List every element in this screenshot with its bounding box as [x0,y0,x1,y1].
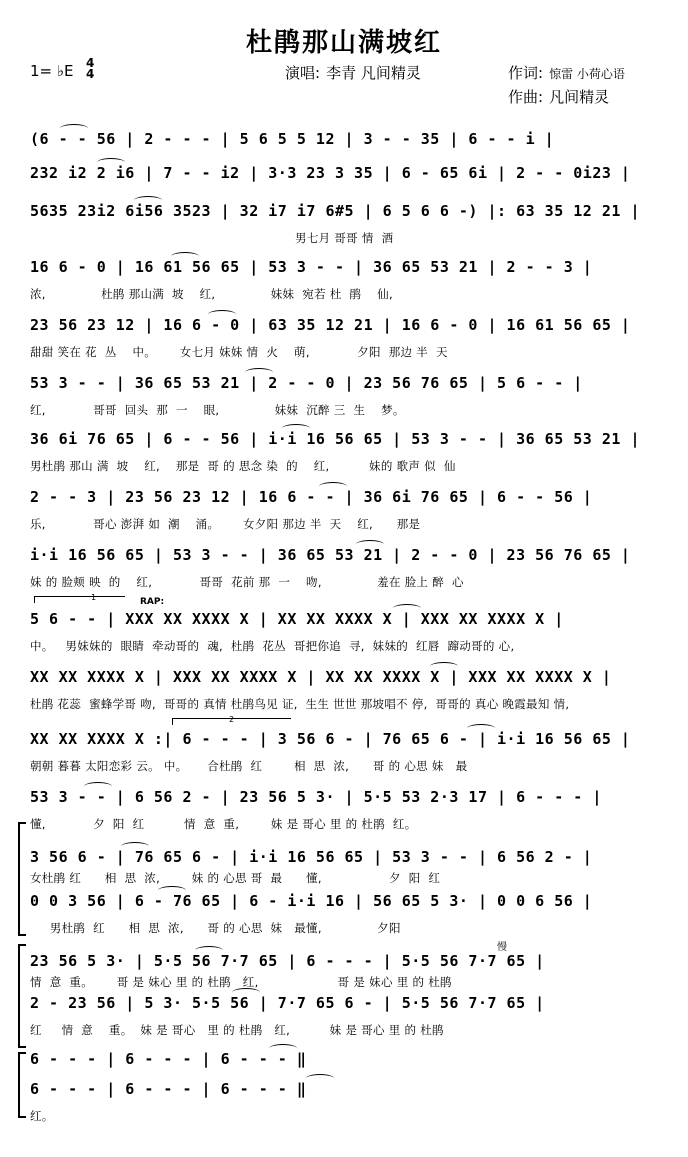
rap-marking: RAP: [140,597,165,607]
score-notes: 0 0 3 56 | 6 - 76 65 | 6 - i·i 16 | 56 65 5 3· | 0 0 6 56 | [30,892,593,910]
tie-arc [121,842,149,851]
tie-arc [245,368,273,377]
song-title: 杜鹃那山满坡红 [245,28,442,58]
lyricist-credit [508,62,625,83]
score-lyrics: 红 情 意 重。 妹 是 哥心 里 的 杜鹃 红, 妹 是 哥心 里 的 杜鹃 [30,1023,444,1037]
singer-label: 演唱: [285,64,321,82]
tie-arc [171,252,199,261]
volta-1-label: 1 [91,593,97,602]
volta-1 [34,593,125,603]
duet-brace [18,1052,26,1118]
score-notes: 5 6 - - | XXX XX XXXX X | XX XX XXXX X | XXX XX XXXX X | [30,610,564,628]
tie-arc [269,1044,297,1053]
tie-arc [60,124,88,133]
duet-brace [18,822,26,936]
score-lyrics: 浓, 杜鹃 那山满 坡 红, 妹妹 宛若 杜 鹃 仙, [30,287,393,301]
score-notes: 36 6i 76 65 | 6 - - 56 | i·i 16 56 65 | 53 3 - - | 36 65 53 21 | [30,430,640,448]
tie-arc [232,988,260,997]
score-notes: i·i 16 56 65 | 53 3 - - | 36 65 53 21 | 2 - - 0 | 23 56 76 65 | [30,546,631,564]
meter-bottom: 4 [86,67,95,81]
tie-arc [356,540,384,549]
singer-value: 李青 凡间精灵 [326,64,421,82]
tie-arc [467,724,495,733]
tie-arc [84,782,112,791]
tie-arc [158,886,186,895]
tie-arc [306,1074,334,1083]
score-notes: XX XX XXXX X :| 6 - - - | 3 56 6 - | 76 65 6 - | i·i 16 56 65 | [30,730,631,748]
score-notes: 23 56 23 12 | 16 6 - 0 | 63 35 12 21 | 16 6 - 0 | 16 61 56 65 | [30,316,631,334]
score-lyrics: 女杜鹃 红 相 思 浓, 妹 的 心思 哥 最 懂, 夕 阳 红 [30,871,441,885]
score-lyrics: 懂, 夕 阳 红 情 意 重, 妹 是 哥心 里 的 杜鹃 红。 [30,817,417,831]
score-lyrics: 甜甜 笑在 花 丛 中。 女七月 妹妹 情 火 萌, 夕阳 那边 半 天 [30,345,448,359]
singer-credit [285,62,421,83]
tie-arc [134,196,162,205]
time-signature [86,58,94,80]
composer-credit [508,86,609,107]
slow-marking: 慢 [497,942,507,953]
lyricist-value: 惊雷 小荷心语 [549,67,625,81]
score-lyrics: 男杜鹃 红 相 思 浓, 哥 的 心思 妹 最懂, 夕阳 [30,921,401,935]
score-lyrics: 男七月 哥哥 情 酒 [30,231,394,245]
tie-arc [430,662,458,671]
volta-2 [172,715,291,725]
score-lyrics: 朝朝 暮暮 太阳恋彩 云。 中。 合杜鹃 红 相 思 浓, 哥 的 心思 妹 最 [30,759,468,773]
score-notes: 53 3 - - | 6 56 2 - | 23 56 5 3· | 5·5 53 2·3 17 | 6 - - - | [30,788,602,806]
tie-arc [208,310,236,319]
tie-arc [282,424,310,433]
tie-arc [393,604,421,613]
score-notes: 2 - 23 56 | 5 3· 5·5 56 | 7·7 65 6 - | 5·5 56 7·7 65 | [30,994,545,1012]
score-lyrics: 情 意 重。 哥 是 妹心 里 的 杜鹃 红, 哥 是 妹心 里 的 杜鹃 [30,975,452,989]
score-lyrics: 中。 男妹妹的 眼睛 牵动哥的 魂, 杜鹃 花丛 哥把你追 寻, 妹妹的 红唇 蹿动哥的 心, [30,639,515,653]
score-notes: 53 3 - - | 36 65 53 21 | 2 - - 0 | 23 56 76 65 | 5 6 - - | [30,374,583,392]
lyricist-label: 作词: [508,64,544,82]
score-lyrics: 妹 的 脸颊 映 的 红, 哥哥 花前 那 一 吻, 羞在 脸上 醉 心 [30,575,464,589]
duet-brace [18,944,26,1048]
composer-value: 凡间精灵 [549,88,610,106]
score-notes: 2 - - 3 | 23 56 23 12 | 16 6 - - | 36 6i 76 65 | 6 - - 56 | [30,488,593,506]
score-notes: 5635 23i2 6i56 3523 | 32 i7 i7 6#5 | 6 5 6 6 -) |: 63 35 12 21 | [30,202,640,220]
tie-arc [319,482,347,491]
score-notes: 3 56 6 - | 76 65 6 - | i·i 16 56 65 | 53 3 - - | 6 56 2 - | [30,848,593,866]
tie-arc [195,946,223,955]
score-notes: (6 - - 56 | 2 - - - | 5 6 5 5 12 | 3 - - 35 | 6 - - i | [30,130,555,148]
score-lyrics: 红, 哥哥 回头 那 一 眼, 妹妹 沉醉 三 生 梦。 [30,403,405,417]
tie-arc [97,158,125,167]
score-lyrics: 男杜鹃 那山 满 坡 红, 那是 哥 的 思念 染 的 红, 妹的 歌声 似 仙 [30,459,456,473]
score-notes: 6 - - - | 6 - - - | 6 - - - ‖ [30,1050,307,1068]
composer-label: 作曲: [508,88,544,106]
key-signature: 1= ♭E [30,62,74,80]
score-notes: 6 - - - | 6 - - - | 6 - - - ‖ [30,1080,307,1098]
score-lyrics: 红。 [30,1109,54,1123]
volta-2-label: 2 [229,715,235,724]
score-lyrics: 杜鹃 花蕊 蜜蜂学哥 吻, 哥哥的 真情 杜鹃鸟见 证, 生生 世世 那坡唱不 停, 哥哥的 真心 晚霞最知 情, [30,697,570,711]
score-lyrics: 乐, 哥心 澎湃 如 潮 涌。 女夕阳 那边 半 天 红, 那是 [30,517,421,531]
score-notes: 23 56 5 3· | 5·5 56 7·7 65 | 6 - - - | 5·5 56 7·7 65 | [30,952,545,970]
score-notes: 16 6 - 0 | 16 61 56 65 | 53 3 - - | 36 65 53 21 | 2 - - 3 | [30,258,593,276]
score-notes: 232 i2 2 i6 | 7 - - i2 | 3·3 23 3 35 | 6 - 65 6i | 2 - - 0i23 | [30,164,631,182]
meter-top: 4 [86,56,95,70]
score-notes: XX XX XXXX X | XXX XX XXXX X | XX XX XXXX X | XXX XX XXXX X | [30,668,612,686]
